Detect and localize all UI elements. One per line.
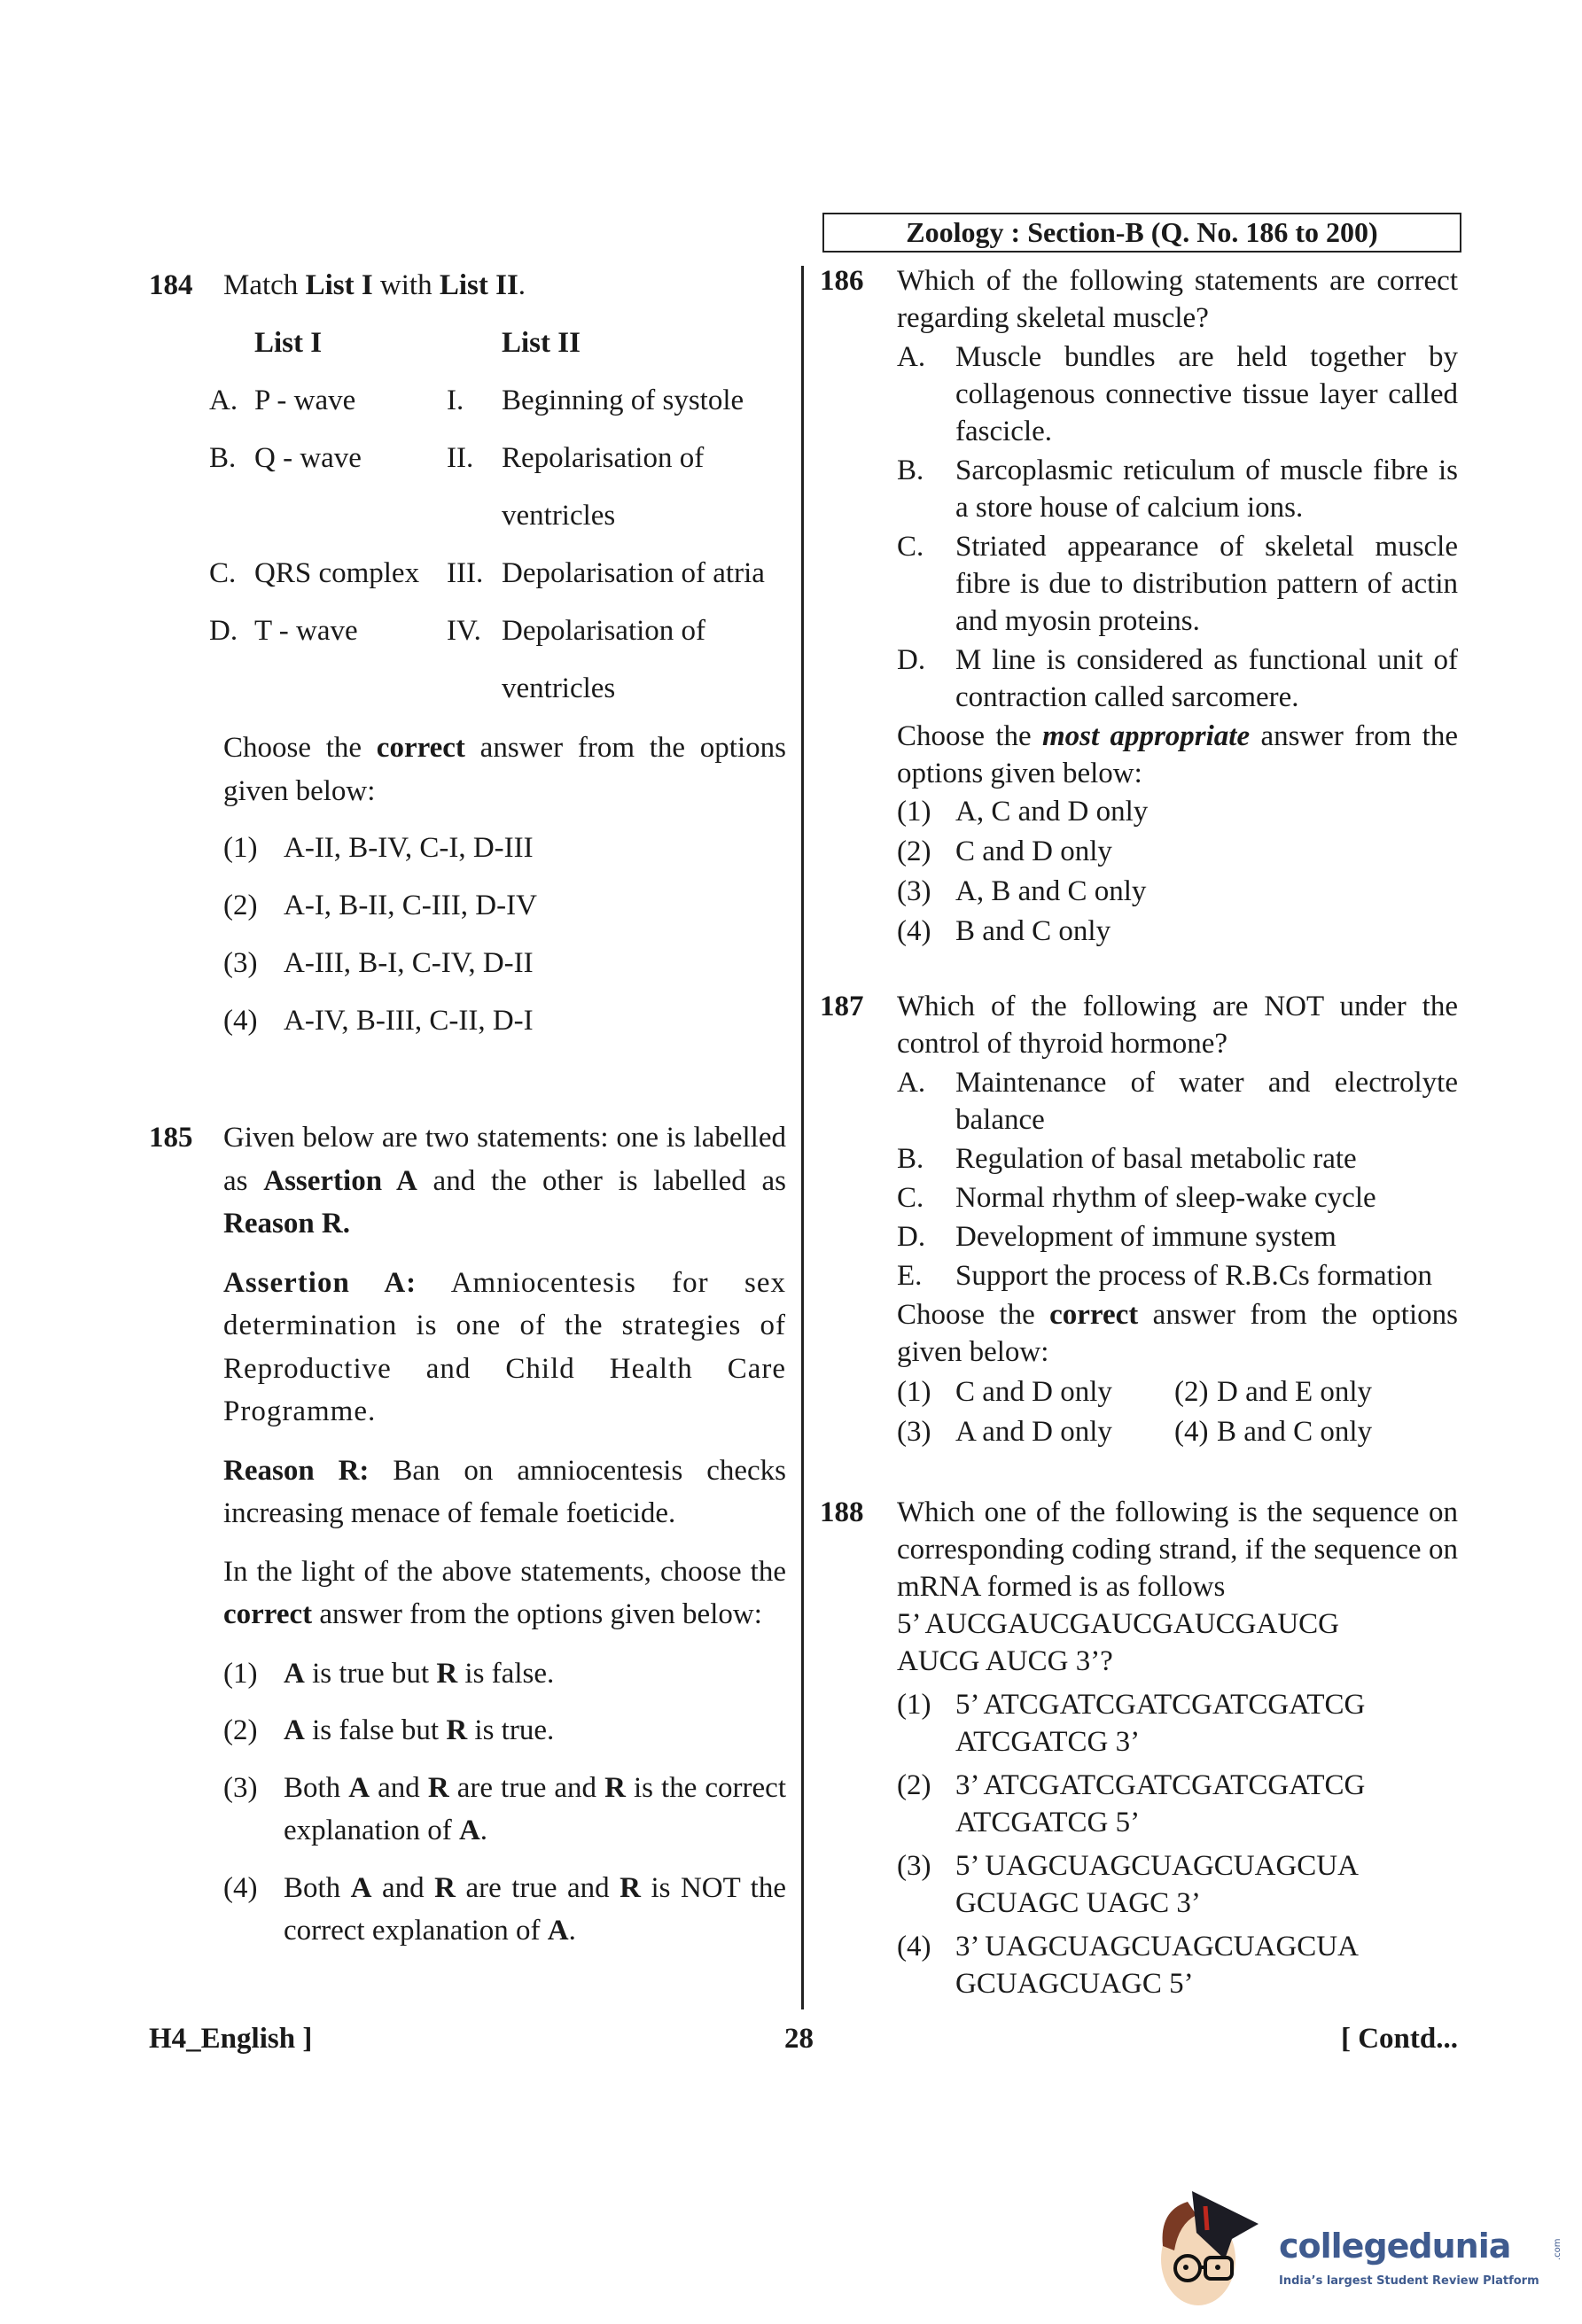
- match-l2: I.: [447, 385, 464, 416]
- statement-item: [897, 1140, 1458, 1178]
- text-segment: and: [370, 1771, 428, 1804]
- option-line-2: ATCGATCG 3’: [955, 1726, 1141, 1758]
- text-segment: answer from the options given below:: [897, 720, 1458, 789]
- column-divider: [801, 266, 804, 2009]
- text-segment: and the other is labelled as: [417, 1164, 786, 1197]
- emphasis-text: correct: [1049, 1299, 1139, 1331]
- emphasis-text: Reason R:: [223, 1454, 370, 1487]
- text-segment: Choose the: [897, 720, 1042, 752]
- option-label: (1): [897, 1689, 931, 1721]
- instruction: [223, 1551, 786, 1636]
- option-line-1: 5’ ATCGATCGATCGATCGATCG: [955, 1689, 1366, 1721]
- option-text: [955, 1767, 1365, 1841]
- option-label: (3): [223, 947, 258, 979]
- text-segment: answer from the options given below:: [897, 1299, 1458, 1368]
- collegedunia-logo: [1143, 2175, 1567, 2317]
- option-label: (2): [223, 890, 258, 921]
- option-text: A-IV, B-III, C-II, D-I: [284, 1005, 534, 1037]
- match-t2: Repolarisation of: [502, 442, 705, 474]
- text-segment: Both: [284, 1871, 351, 1904]
- emphasis-text: A: [348, 1771, 370, 1804]
- option-2[interactable]: [897, 832, 1458, 872]
- option-label: (2): [897, 836, 931, 867]
- emphasis-text: most appropriate: [1041, 720, 1251, 752]
- reason: [223, 1450, 786, 1535]
- statement-item: [897, 1257, 1458, 1294]
- option-text: [955, 1928, 1359, 2002]
- text-segment: is NOT the correct explanation of: [284, 1871, 786, 1947]
- options-list: [897, 792, 1458, 952]
- option-2[interactable]: [223, 877, 786, 935]
- option-3[interactable]: [223, 1767, 786, 1853]
- statement-label: D.: [897, 644, 926, 676]
- text-segment: answer from the options given below:: [312, 1598, 762, 1630]
- option-text: A, B and C only: [955, 875, 1147, 907]
- match-t2: Depolarisation of atria: [502, 557, 765, 589]
- text-segment: Both: [284, 1771, 349, 1804]
- text-segment: is the correct explanation of: [284, 1771, 786, 1846]
- statement-text: Regulation of basal metabolic rate: [955, 1143, 1357, 1175]
- option-label: (3): [223, 1771, 258, 1804]
- text-segment: is false but: [304, 1714, 447, 1746]
- match-t2: Beginning of systole: [502, 385, 744, 416]
- text-segment: Choose the: [897, 1299, 1050, 1331]
- instruction: [897, 1296, 1458, 1371]
- footer-continued: [ Contd...: [1340, 2023, 1458, 2055]
- option-text: [284, 1709, 786, 1753]
- text-segment: Choose the: [223, 732, 377, 764]
- statement-label: E.: [897, 1260, 923, 1292]
- option-4[interactable]: [223, 992, 786, 1050]
- options-row: [897, 1372, 1458, 1412]
- mrna-sequence-line-2: AUCG AUCG 3’?: [897, 1645, 1113, 1677]
- text-segment: Match: [223, 269, 306, 301]
- text-segment: .: [568, 1915, 576, 1947]
- option-1[interactable]: [223, 820, 786, 877]
- match-l1: B.: [209, 442, 237, 474]
- match-t2: Depolarisation of: [502, 615, 706, 647]
- option-label: (2): [223, 1714, 258, 1746]
- option-1[interactable]: [897, 1686, 1458, 1760]
- emphasis-text: Assertion A: [263, 1164, 417, 1197]
- text-segment: is false.: [457, 1657, 555, 1690]
- option-text: A-III, B-I, C-IV, D-II: [284, 947, 534, 979]
- assertion: [223, 1262, 786, 1434]
- match-t1: QRS complex: [254, 557, 420, 589]
- statement-label: C.: [897, 1182, 924, 1214]
- option-label: (1): [897, 796, 931, 828]
- statement-item: [897, 528, 1458, 640]
- option-label: (3): [897, 1850, 931, 1882]
- question-stem: [223, 264, 786, 307]
- option-label: (3): [897, 875, 931, 907]
- match-l1: D.: [209, 615, 238, 647]
- option-line-1: 3’ UAGCUAGCUAGCUAGCUA: [955, 1931, 1359, 1963]
- text-segment: answer from the options given below:: [223, 732, 786, 807]
- emphasis-text: List I: [305, 269, 373, 301]
- option-text[interactable]: A and D only: [955, 1416, 1112, 1448]
- question-stem: [223, 1116, 786, 1246]
- question-number: 185: [149, 1122, 193, 1154]
- mrna-sequence-line-1: 5’ AUCGAUCGAUCGAUCGAUCG: [897, 1608, 1339, 1640]
- option-1[interactable]: [897, 792, 1458, 832]
- statement-item: [897, 1218, 1458, 1255]
- statement-text: Normal rhythm of sleep-wake cycle: [955, 1182, 1376, 1214]
- statement-text: Maintenance of water and electrolyte balance: [955, 1067, 1458, 1136]
- option-line-2: GCUAGC UAGC 3’: [955, 1887, 1201, 1919]
- emphasis-text: correct: [223, 1598, 313, 1630]
- question-187: [897, 988, 1458, 1452]
- options-list: [223, 820, 786, 1050]
- match-l1: A.: [209, 385, 238, 416]
- option-text: B and C only: [955, 915, 1111, 947]
- text-segment: is true.: [467, 1714, 555, 1746]
- statement-text: Support the process of R.B.Cs formation: [955, 1260, 1433, 1292]
- statements-list: [897, 1064, 1458, 1294]
- option-label[interactable]: (2): [1174, 1376, 1209, 1408]
- option-4[interactable]: [897, 1928, 1458, 2002]
- option-label: (4): [897, 1931, 931, 1963]
- option-line-1: 3’ ATCGATCGATCGATCGATCG: [955, 1769, 1366, 1801]
- emphasis-text: Assertion A:: [223, 1266, 417, 1299]
- match-t2-cont: ventricles: [502, 672, 616, 704]
- text-segment: is true but: [304, 1657, 437, 1690]
- statement-label: D.: [897, 1221, 926, 1253]
- question-stem: Which of the following are NOT under the control of thyroid hormone?: [897, 991, 1458, 1060]
- option-text: [284, 1652, 786, 1696]
- statements-list: [897, 338, 1458, 716]
- options-row: [897, 1412, 1458, 1452]
- option-label[interactable]: (3): [897, 1416, 931, 1448]
- emphasis-text: R: [427, 1771, 449, 1804]
- text-segment: with: [372, 269, 440, 301]
- option-text[interactable]: C and D only: [955, 1376, 1112, 1408]
- option-text: A-II, B-IV, C-I, D-III: [284, 832, 534, 864]
- question-stem: Which of the following statements are correct regarding skeletal muscle?: [897, 265, 1458, 334]
- option-label[interactable]: (4): [1174, 1416, 1209, 1448]
- footer-paper-code: H4_English ]: [149, 2023, 313, 2055]
- option-text: A, C and D only: [955, 796, 1149, 828]
- statement-label: A.: [897, 341, 926, 373]
- mascot-icon: [1143, 2175, 1276, 2317]
- section-header: Zoology : Section-B (Q. No. 186 to 200): [822, 213, 1461, 253]
- statement-text: M line is considered as functional unit of contraction called sarcomere.: [955, 644, 1458, 713]
- option-4[interactable]: [223, 1867, 786, 1953]
- match-l2: III.: [447, 557, 484, 589]
- option-text[interactable]: D and E only: [1217, 1376, 1373, 1408]
- question-number: 187: [820, 991, 864, 1022]
- emphasis-text: A: [284, 1657, 305, 1690]
- emphasis-text: A: [350, 1871, 372, 1904]
- option-text: [955, 1686, 1365, 1760]
- option-4[interactable]: [897, 912, 1458, 952]
- statement-item: [897, 1064, 1458, 1139]
- statement-item: [897, 1179, 1458, 1216]
- emphasis-text: R: [620, 1871, 641, 1904]
- text-segment: Ban on amniocentesis checks increasing menace of female foeticide.: [223, 1454, 786, 1529]
- question-number: 186: [820, 265, 864, 297]
- option-text: [284, 1867, 786, 1953]
- option-label: (2): [897, 1769, 931, 1801]
- instruction: [897, 718, 1458, 792]
- logo-tagline: India’s largest Student Review Platform: [1279, 2274, 1539, 2288]
- emphasis-text: A: [547, 1915, 569, 1947]
- emphasis-text: List II: [439, 269, 518, 301]
- option-text: [284, 1767, 786, 1853]
- option-line-2: ATCGATCG 5’: [955, 1807, 1141, 1838]
- emphasis-text: Reason R.: [223, 1208, 351, 1240]
- question-186: [897, 262, 1458, 952]
- option-label[interactable]: (1): [897, 1376, 931, 1408]
- logo-suffix: .com: [1553, 2238, 1563, 2260]
- list2-header: List II: [502, 327, 581, 359]
- page-number: 28: [784, 2023, 814, 2055]
- statement-text: Development of immune system: [955, 1221, 1337, 1253]
- option-2[interactable]: [223, 1709, 786, 1753]
- logo-wordmark: collegedunia: [1279, 2227, 1511, 2266]
- text-segment: In the light of the above statements, choose the: [223, 1555, 786, 1588]
- match-l2: IV.: [447, 615, 481, 647]
- match-t1: P - wave: [254, 385, 356, 416]
- instruction: [223, 727, 786, 813]
- match-t1: Q - wave: [254, 442, 362, 474]
- text-segment: and: [371, 1871, 435, 1904]
- statement-text: Sarcoplasmic reticulum of muscle fibre is a store house of calcium ions.: [955, 455, 1458, 524]
- question-number: 188: [820, 1496, 864, 1528]
- option-text: C and D only: [955, 836, 1112, 867]
- statement-label: B.: [897, 455, 924, 486]
- statement-item: [897, 641, 1458, 716]
- text-segment: are true and: [448, 1771, 605, 1804]
- option-text: [955, 1847, 1359, 1922]
- option-1[interactable]: [223, 1652, 786, 1696]
- statement-text: Striated appearance of skeletal muscle fibre is due to distribution pattern of actin and myosin proteins.: [955, 531, 1458, 637]
- emphasis-text: correct: [376, 732, 465, 764]
- option-label: (1): [223, 1657, 258, 1690]
- option-line-1: 5’ UAGCUAGCUAGCUAGCUA: [955, 1850, 1359, 1882]
- option-2[interactable]: [897, 1767, 1458, 1841]
- options-list: [897, 1686, 1458, 2002]
- text-segment: .: [518, 269, 526, 301]
- statement-label: B.: [897, 1143, 924, 1175]
- match-t2-cont: ventricles: [502, 500, 616, 532]
- text-segment: Given below are two statements: one is labelled as: [223, 1122, 786, 1197]
- option-label: (4): [223, 1005, 258, 1037]
- option-label: (4): [897, 915, 931, 947]
- statement-label: A.: [897, 1067, 926, 1099]
- emphasis-text: R: [446, 1714, 468, 1746]
- match-l1: C.: [209, 557, 237, 589]
- question-188: [897, 1494, 1458, 2002]
- option-label: (4): [223, 1871, 258, 1904]
- question-number: 184: [149, 269, 193, 301]
- statement-text: Muscle bundles are held together by collagenous connective tissue layer called fascicle.: [955, 341, 1458, 447]
- emphasis-text: A: [284, 1714, 305, 1746]
- option-3[interactable]: [223, 935, 786, 992]
- option-label: (1): [223, 832, 258, 864]
- emphasis-text: R: [434, 1871, 456, 1904]
- question-stem: Which one of the following is the sequence on corresponding coding strand, if the sequence on mRNA formed is as follows: [897, 1496, 1458, 1603]
- text-segment: are true and: [455, 1871, 620, 1904]
- match-l2: II.: [447, 442, 474, 474]
- statement-item: [897, 452, 1458, 526]
- option-3[interactable]: [897, 872, 1458, 912]
- list1-header: List I: [254, 327, 323, 359]
- option-3[interactable]: [897, 1847, 1458, 1922]
- emphasis-text: R: [436, 1657, 458, 1690]
- option-text[interactable]: B and C only: [1217, 1416, 1373, 1448]
- emphasis-text: A: [458, 1815, 480, 1846]
- option-text: A-I, B-II, C-III, D-IV: [284, 890, 537, 921]
- statement-label: C.: [897, 531, 924, 563]
- emphasis-text: R: [604, 1771, 626, 1804]
- text-segment: Amniocentesis for sex determination is one of the strategies of Reproductive and Child Health Care Programme.: [223, 1266, 786, 1427]
- text-segment: .: [479, 1815, 488, 1846]
- question-185: [223, 1116, 786, 1953]
- match-t1: T - wave: [254, 615, 358, 647]
- statement-item: [897, 338, 1458, 450]
- option-line-2: GCUAGCUAGC 5’: [955, 1968, 1194, 2000]
